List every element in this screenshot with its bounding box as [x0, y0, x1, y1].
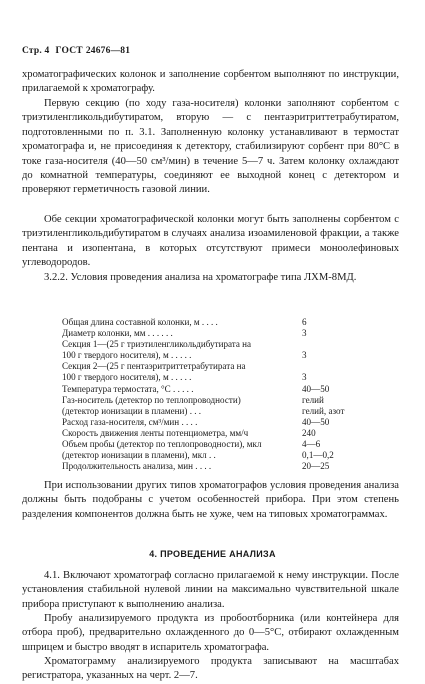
table-row: (детектор ионизации в пламени), мкл . . 0,1—0,2 — [62, 450, 334, 461]
table-row: Газ-носитель (детектор по теплопроводности) гелий — [62, 394, 324, 405]
paragraph-chromatogram: Хроматограмму анализируемого продукта записывают на масштабах регистратора, указанных на черт. 2—7. — [22, 656, 399, 682]
conditions-table — [62, 317, 362, 472]
table-row: Диаметр колонки, мм . . . . . . 3 — [62, 328, 307, 339]
table-row: Объем пробы (детектор по теплопроводности), мкл 4—6 — [62, 439, 321, 450]
standard-number: 24676—81 — [85, 46, 131, 56]
table-row: Расход газа-носителя, см³/мин . . . . 40—50 — [62, 416, 330, 427]
table-row: Скорость движения ленты потенциометра, мм/ч 240 — [62, 427, 316, 438]
table-row: Секция 2—(25 г пентаэритриттетрабутирата на — [62, 361, 246, 372]
paragraph-other-chromatographs: При использовании других типов хроматографов условия проведения анализа должны быть подобраны с учетом особенностей прибора. При этом степень разделения компонентов должна быть не хуже, чем на типовых хроматограммах. — [22, 480, 399, 520]
standard-label: ГОСТ — [55, 46, 83, 56]
page-number: Стр. 4 — [22, 46, 50, 56]
table-row: Общая длина составной колонки, м . . . . 6 — [62, 317, 307, 327]
section-4-title: 4. ПРОВЕДЕНИЕ АНАЛИЗА — [149, 549, 276, 559]
table-row: 100 г твердого носителя), м . . . . . 3 — [62, 350, 307, 361]
paragraph-conditions-heading: 3.2.2. Условия проведения анализа на хроматографе типа ЛХМ-8МД. — [44, 272, 357, 283]
table-row: Секция 1—(25 г триэтиленгликольдибутирата на — [62, 339, 252, 350]
table-row: (детектор ионизации в пламени) . . . гелий, азот — [62, 405, 345, 416]
page-header — [22, 46, 130, 56]
paragraph-sampling: Пробу анализируемого продукта из пробоотборника (или контейнера для отбора проб), предварительно охлажденного до 0—5°С, отбирают охлажденным шприцем и быстро вводят в испаритель хроматографа. — [22, 613, 399, 653]
paragraph-continuation: хроматографических колонок и заполнение сорбентом выполняют по инструкции, прилагаемой к хроматографу. — [22, 69, 399, 95]
paragraph-4-1: 4.1. Включают хроматограф согласно прилагаемой к нему инструкции. После установления стабильной нулевой линии на максимально чувствительной шкале прибора приступают к выполнению анализа. — [22, 570, 399, 610]
table-row: Температура термостата, °С . . . . . 40—50 — [62, 383, 330, 394]
paragraph-first-section: Первую секцию (по ходу газа-носителя) колонки заполняют сорбентом с триэтиленгликольдибутиратом, вторую — с пентаэритриттетрабутиратом, подготовленными по п. 3.1. Заполненную колонку устанавливают в термостат хроматографа и, не присоединяя к детектору, стабилизируют сорбент при 80°С в токе газа-носителя (40—50 см³/мин) в течение 5—7 ч. Затем колонку охлаждают до комнатной температуры, соединяют ее выходной конец с детектором и проверяют герметичность газовой линии. — [22, 98, 399, 196]
paragraph-both-sections: Обе секции хроматографической колонки могут быть заполнены сорбентом с триэтиленгликольдибутиратом в случаях анализа изоамиленовой фракции, а также пентана и изопентана, в которых отсутствуют примеси моноолефиновых углеводородов. — [22, 214, 399, 269]
table-row: Продолжительность анализа, мин . . . . 20—25 — [62, 461, 330, 472]
table-row: 100 г твердого носителя), м . . . . . 3 — [62, 372, 307, 383]
